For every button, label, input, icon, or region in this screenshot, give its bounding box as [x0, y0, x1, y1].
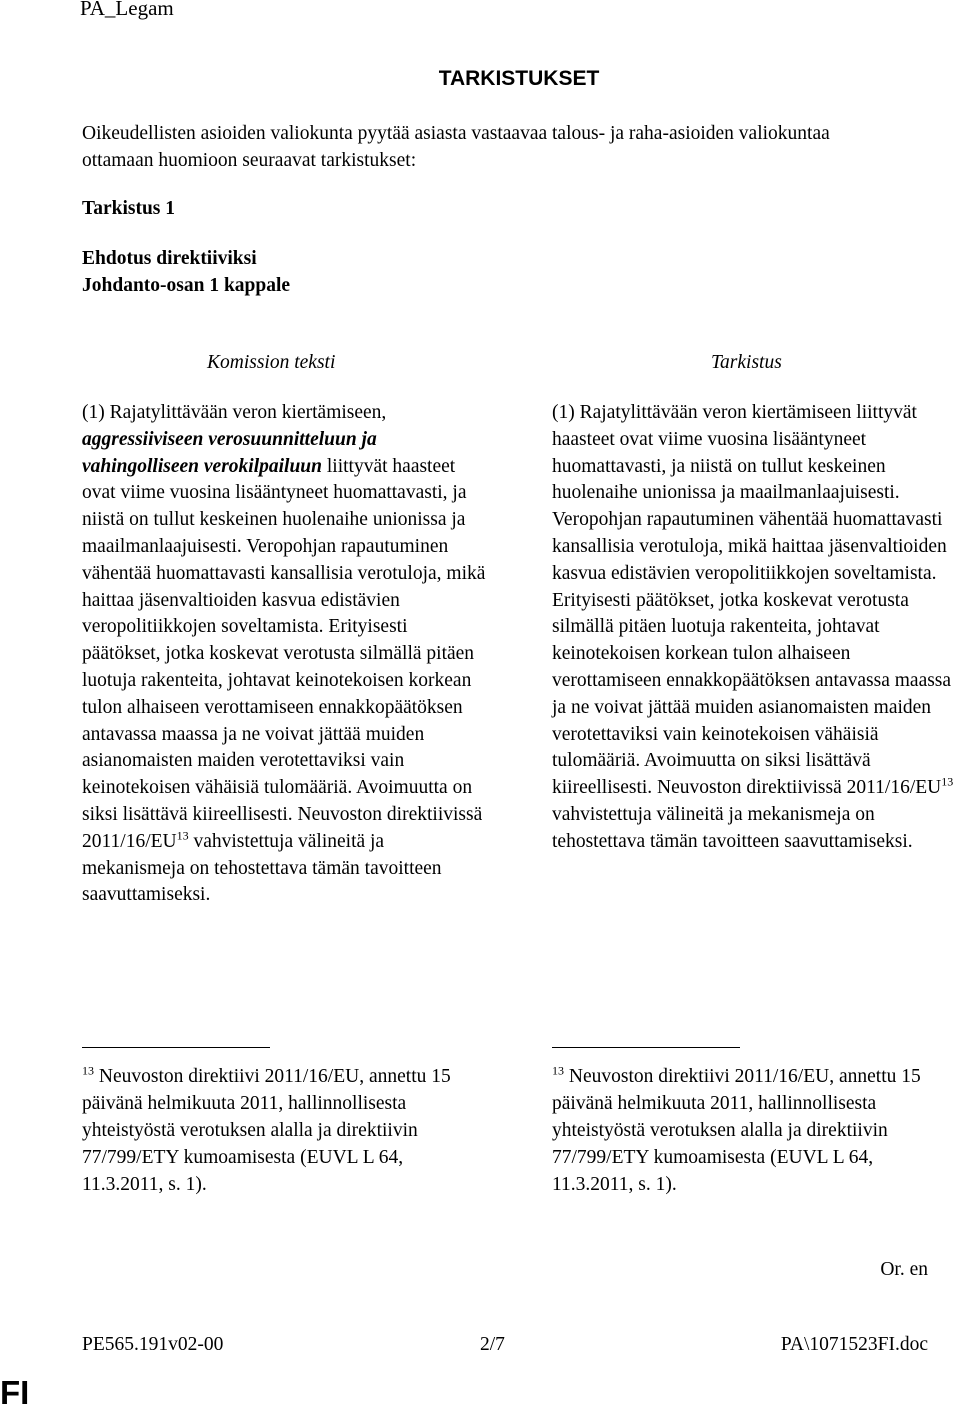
footnote-number: 13	[552, 1063, 564, 1078]
amendment-text	[552, 400, 960, 856]
commission-text-body: liittyvät haasteet ovat viime vuosina lisääntyneet huomattavasti, ja niistä on tullut keskeinen huolenaihe unionissa ja maailmanlaajuisesti. Veropohjan rapautuminen vähentää huomattavasti kansallisia verotuloja, mikä haittaa jäsenvaltioiden kasvua edistävien veropolitiikkojen soveltamista. Erityisesti päätökset, jotka koskevat verotusta silmällä pitäen luotuja rakenteita, johtavat keinotekoisen korkean tulon alhaiseen verottamiseen ennakkopäätöksen antavassa maassa ja ne voivat jättää muiden asianomaisten maiden verotettaviksi vain keinotekoisen vähäisiä tulomääriä. Avoimuutta on siksi lisättävä kiireellisesti. Neuvoston direktiivissä 2011/16/EU	[82, 455, 486, 852]
left-column-heading: Komission teksti	[207, 352, 336, 373]
footnote-text: Neuvoston direktiivi 2011/16/EU, annettu 15 päivänä helmikuuta 2011, hallinnollisesta yhteistyöstä verotuksen alalla ja direktiivin 77/799/ETY kumoamisesta (EUVL L 64, 11.3.2011, s. 1).	[82, 1066, 451, 1195]
deleted-text: aggressiiviseen verosuunnitteluun ja vahingolliseen verokilpailuun	[82, 428, 377, 477]
amendment-text-body: (1) Rajatylittävään veron kiertämiseen liittyvät haasteet ovat viime vuosina lisääntyneet huomattavasti, ja niistä on tullut keskeinen huolenaihe unionissa ja maailmanlaajuisesti. Veropohjan rapautuminen vähentää huomattavasti kansallisia verotuloja, mikä haittaa jäsenvaltioiden kasvua edistävien veropolitiikkojen soveltamista. Erityisesti päätökset, jotka koskevat verotusta silmällä pitäen luotuja rakenteita, johtavat keinotekoisen korkean tulon alhaiseen verottamiseen ennakkopäätöksen antavassa maassa ja ne voivat jättää muiden asianomaisten maiden verotettaviksi vain keinotekoisen vähäisiä tulomääriä. Avoimuutta on siksi lisättävä kiireellisesti. Neuvoston direktiivissä 2011/16/EU	[552, 402, 952, 799]
commission-text-start: (1) Rajatylittävään veron kiertämiseen,	[82, 402, 387, 423]
footnote-number: 13	[82, 1063, 94, 1078]
original-language: Or. en	[880, 1259, 928, 1280]
footnote-text: Neuvoston direktiivi 2011/16/EU, annettu 15 päivänä helmikuuta 2011, hallinnollisesta yhteistyöstä verotuksen alalla ja direktiivin 77/799/ETY kumoamisesta (EUVL L 64, 11.3.2011, s. 1).	[552, 1066, 921, 1195]
footer-doc-ref: PE565.191v02-00	[82, 1334, 224, 1355]
intro-paragraph: Oikeudellisten asioiden valiokunta pyytää asiasta vastaavaa talous- ja raha-asioiden valiokuntaa ottamaan huomioon seuraavat tarkistukset:	[82, 123, 830, 171]
footnote-right	[552, 1063, 932, 1198]
footer-page-number: 2/7	[480, 1334, 505, 1355]
proposal-location: Johdanto-osan 1 kappale	[82, 275, 291, 296]
footnote-separator	[552, 1047, 740, 1048]
amendment-target	[82, 245, 290, 299]
footnote-left	[82, 1063, 462, 1198]
footer-file-name: PA\1071523FI.doc	[780, 1334, 928, 1355]
amendment-number: Tarkistus 1	[82, 198, 176, 219]
commission-text	[82, 400, 487, 909]
document-reference: PA_Legam	[80, 0, 174, 20]
language-tag: FI	[0, 1374, 30, 1411]
footnote-ref: 13	[941, 774, 954, 789]
commission-text-end: vahvistettuja välineitä ja mekanismeja on tehostettava tämän tavoitteen saavuttamiseksi.	[82, 830, 442, 906]
right-column-heading: Tarkistus	[711, 352, 782, 373]
amendment-text-end: vahvistettuja välineitä ja mekanismeja on tehostettava tämän tavoitteen saavuttamiseksi.	[552, 803, 913, 852]
footnote-ref: 13	[176, 828, 189, 843]
footnote-separator	[82, 1047, 270, 1048]
page-title: TARKISTUKSET	[438, 67, 600, 90]
proposal-type: Ehdotus direktiiviksi	[82, 248, 257, 269]
